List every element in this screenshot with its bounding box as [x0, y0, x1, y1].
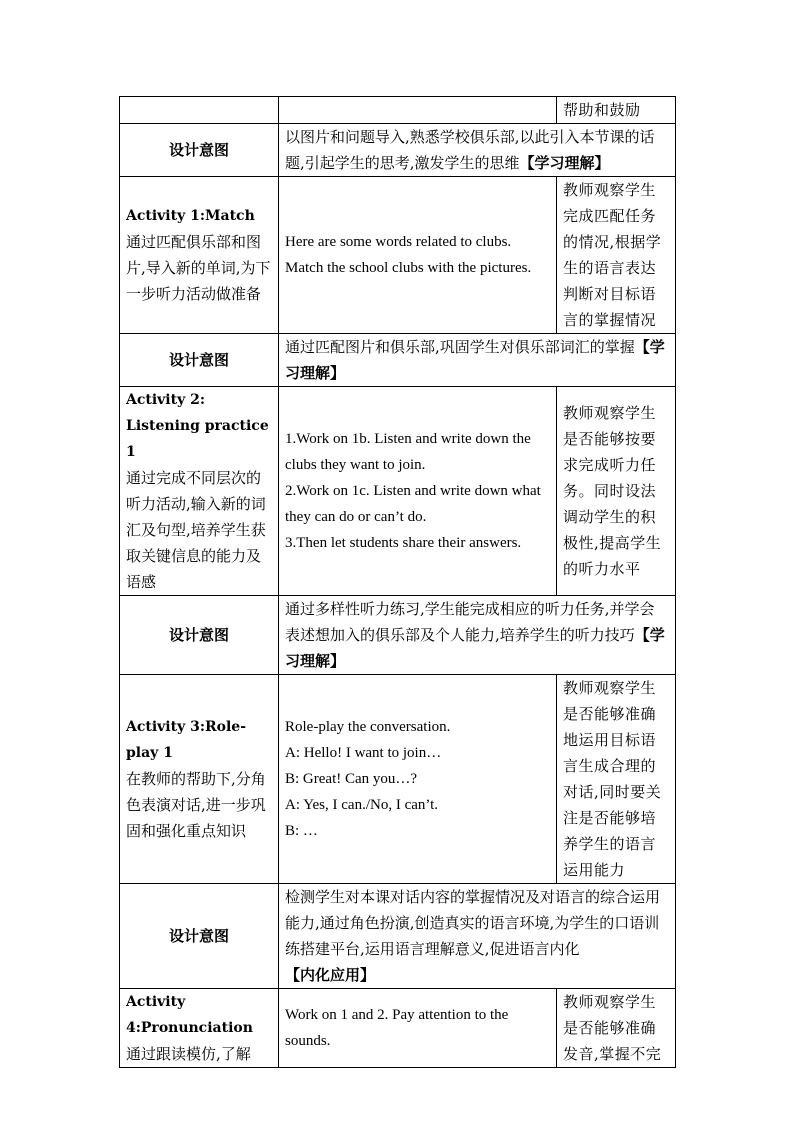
- lesson-plan-table: [119, 96, 676, 1068]
- design-intent-tag: 【学习理解】: [519, 154, 610, 172]
- content-line: Work on 1 and 2. Pay attention to the sounds.: [285, 1007, 509, 1049]
- content-line: 1.Work on 1b. Listen and write down the clubs they want to join.: [285, 431, 531, 473]
- content-line: Here are some words related to clubs. Match the school clubs with the pictures.: [285, 234, 532, 276]
- design-intent-body: 通过匹配图片和俱乐部,巩固学生对俱乐部词汇的掌握: [285, 338, 635, 356]
- evaluation-cell: 教师观察学生是否能够按要求完成听力任务。同时设法调动学生的积极性,提高学生的听力水平: [557, 387, 676, 596]
- design-intent-tag: 【学习理解】: [285, 338, 665, 382]
- activity-description: 在教师的帮助下,分角色表演对话,进一步巩固和强化重点知识: [126, 770, 266, 840]
- design-intent-tag: 【学习理解】: [285, 626, 665, 670]
- design-intent-row: [120, 884, 676, 989]
- content-line: B: …: [285, 823, 318, 839]
- content-line: Role-play the conversation.: [285, 719, 451, 735]
- activity-title: Activity 2: Listening practice 1: [126, 392, 269, 460]
- evaluation-cell: 教师观察学生完成匹配任务的情况,根据学生的语言表达判断对目标语言的掌握情况: [557, 177, 676, 334]
- design-intent-row: [120, 334, 676, 387]
- activity-content: [279, 387, 557, 596]
- design-intent-label: 设计意图: [120, 884, 279, 989]
- activity-description: 通过跟读模仿,了解: [126, 1045, 251, 1063]
- activity-title: Activity 3:Role-play 1: [126, 719, 247, 761]
- activity-content: [279, 675, 557, 884]
- design-intent-row: [120, 124, 676, 177]
- content-line: 3.Then let students share their answers.: [285, 535, 522, 551]
- design-intent-row: [120, 596, 676, 675]
- content-line: A: Yes, I can./No, I can’t.: [285, 797, 439, 813]
- content-line: A: Hello! I want to join…: [285, 745, 442, 761]
- design-intent-text: [279, 334, 676, 387]
- evaluation-cell: 教师观察学生是否能够准确地运用目标语言生成合理的对话,同时要关注是否能够培养学生的语言运用能力: [557, 675, 676, 884]
- activity-row: [120, 387, 676, 596]
- activity-description: 通过匹配俱乐部和图片,导入新的单词,为下一步听力活动做准备: [126, 233, 271, 303]
- content-line: 2.Work on 1c. Listen and write down what they can do or can’t do.: [285, 483, 541, 525]
- activity-content: [279, 177, 557, 334]
- design-intent-body: 检测学生对本课对话内容的掌握情况及对语言的综合运用能力,通过角色扮演,创造真实的语言环境,为学生的口语训练搭建平台,运用语言理解意义,促进语言内化: [285, 888, 661, 958]
- design-intent-text: [279, 596, 676, 675]
- activity-row: [120, 989, 676, 1068]
- design-intent-label: 设计意图: [120, 334, 279, 387]
- design-intent-body: 通过多样性听力练习,学生能完成相应的听力任务,并学会表述想加入的俱乐部及个人能力,培养学生的听力技巧: [285, 600, 655, 644]
- table-row-continuation: [120, 97, 676, 124]
- activity-cell: [120, 675, 279, 884]
- design-intent-text: [279, 884, 676, 989]
- activity-cell: [120, 387, 279, 596]
- design-intent-label: 设计意图: [120, 124, 279, 177]
- empty-cell: [279, 97, 557, 124]
- activity-cell: [120, 989, 279, 1068]
- design-intent-body: 以图片和问题导入,熟悉学校俱乐部,以此引入本节课的话题,引起学生的思考,激发学生的思维: [285, 128, 655, 172]
- design-intent-tag: 【内化应用】: [285, 966, 376, 984]
- content-line: B: Great! Can you…?: [285, 771, 418, 787]
- design-intent-text: [279, 124, 676, 177]
- empty-cell: [120, 97, 279, 124]
- evaluation-cell: 帮助和鼓励: [557, 97, 676, 124]
- activity-row: [120, 675, 676, 884]
- evaluation-cell: 教师观察学生是否能够准确发音,掌握不完: [557, 989, 676, 1068]
- activity-row: [120, 177, 676, 334]
- design-intent-label: 设计意图: [120, 596, 279, 675]
- activity-title: Activity 4:Pronunciation: [126, 994, 253, 1036]
- activity-title: Activity 1:Match: [126, 208, 255, 224]
- activity-description: 通过完成不同层次的听力活动,输入新的词汇及句型,培养学生获取关键信息的能力及语感: [126, 469, 266, 591]
- activity-cell: [120, 177, 279, 334]
- activity-content: [279, 989, 557, 1068]
